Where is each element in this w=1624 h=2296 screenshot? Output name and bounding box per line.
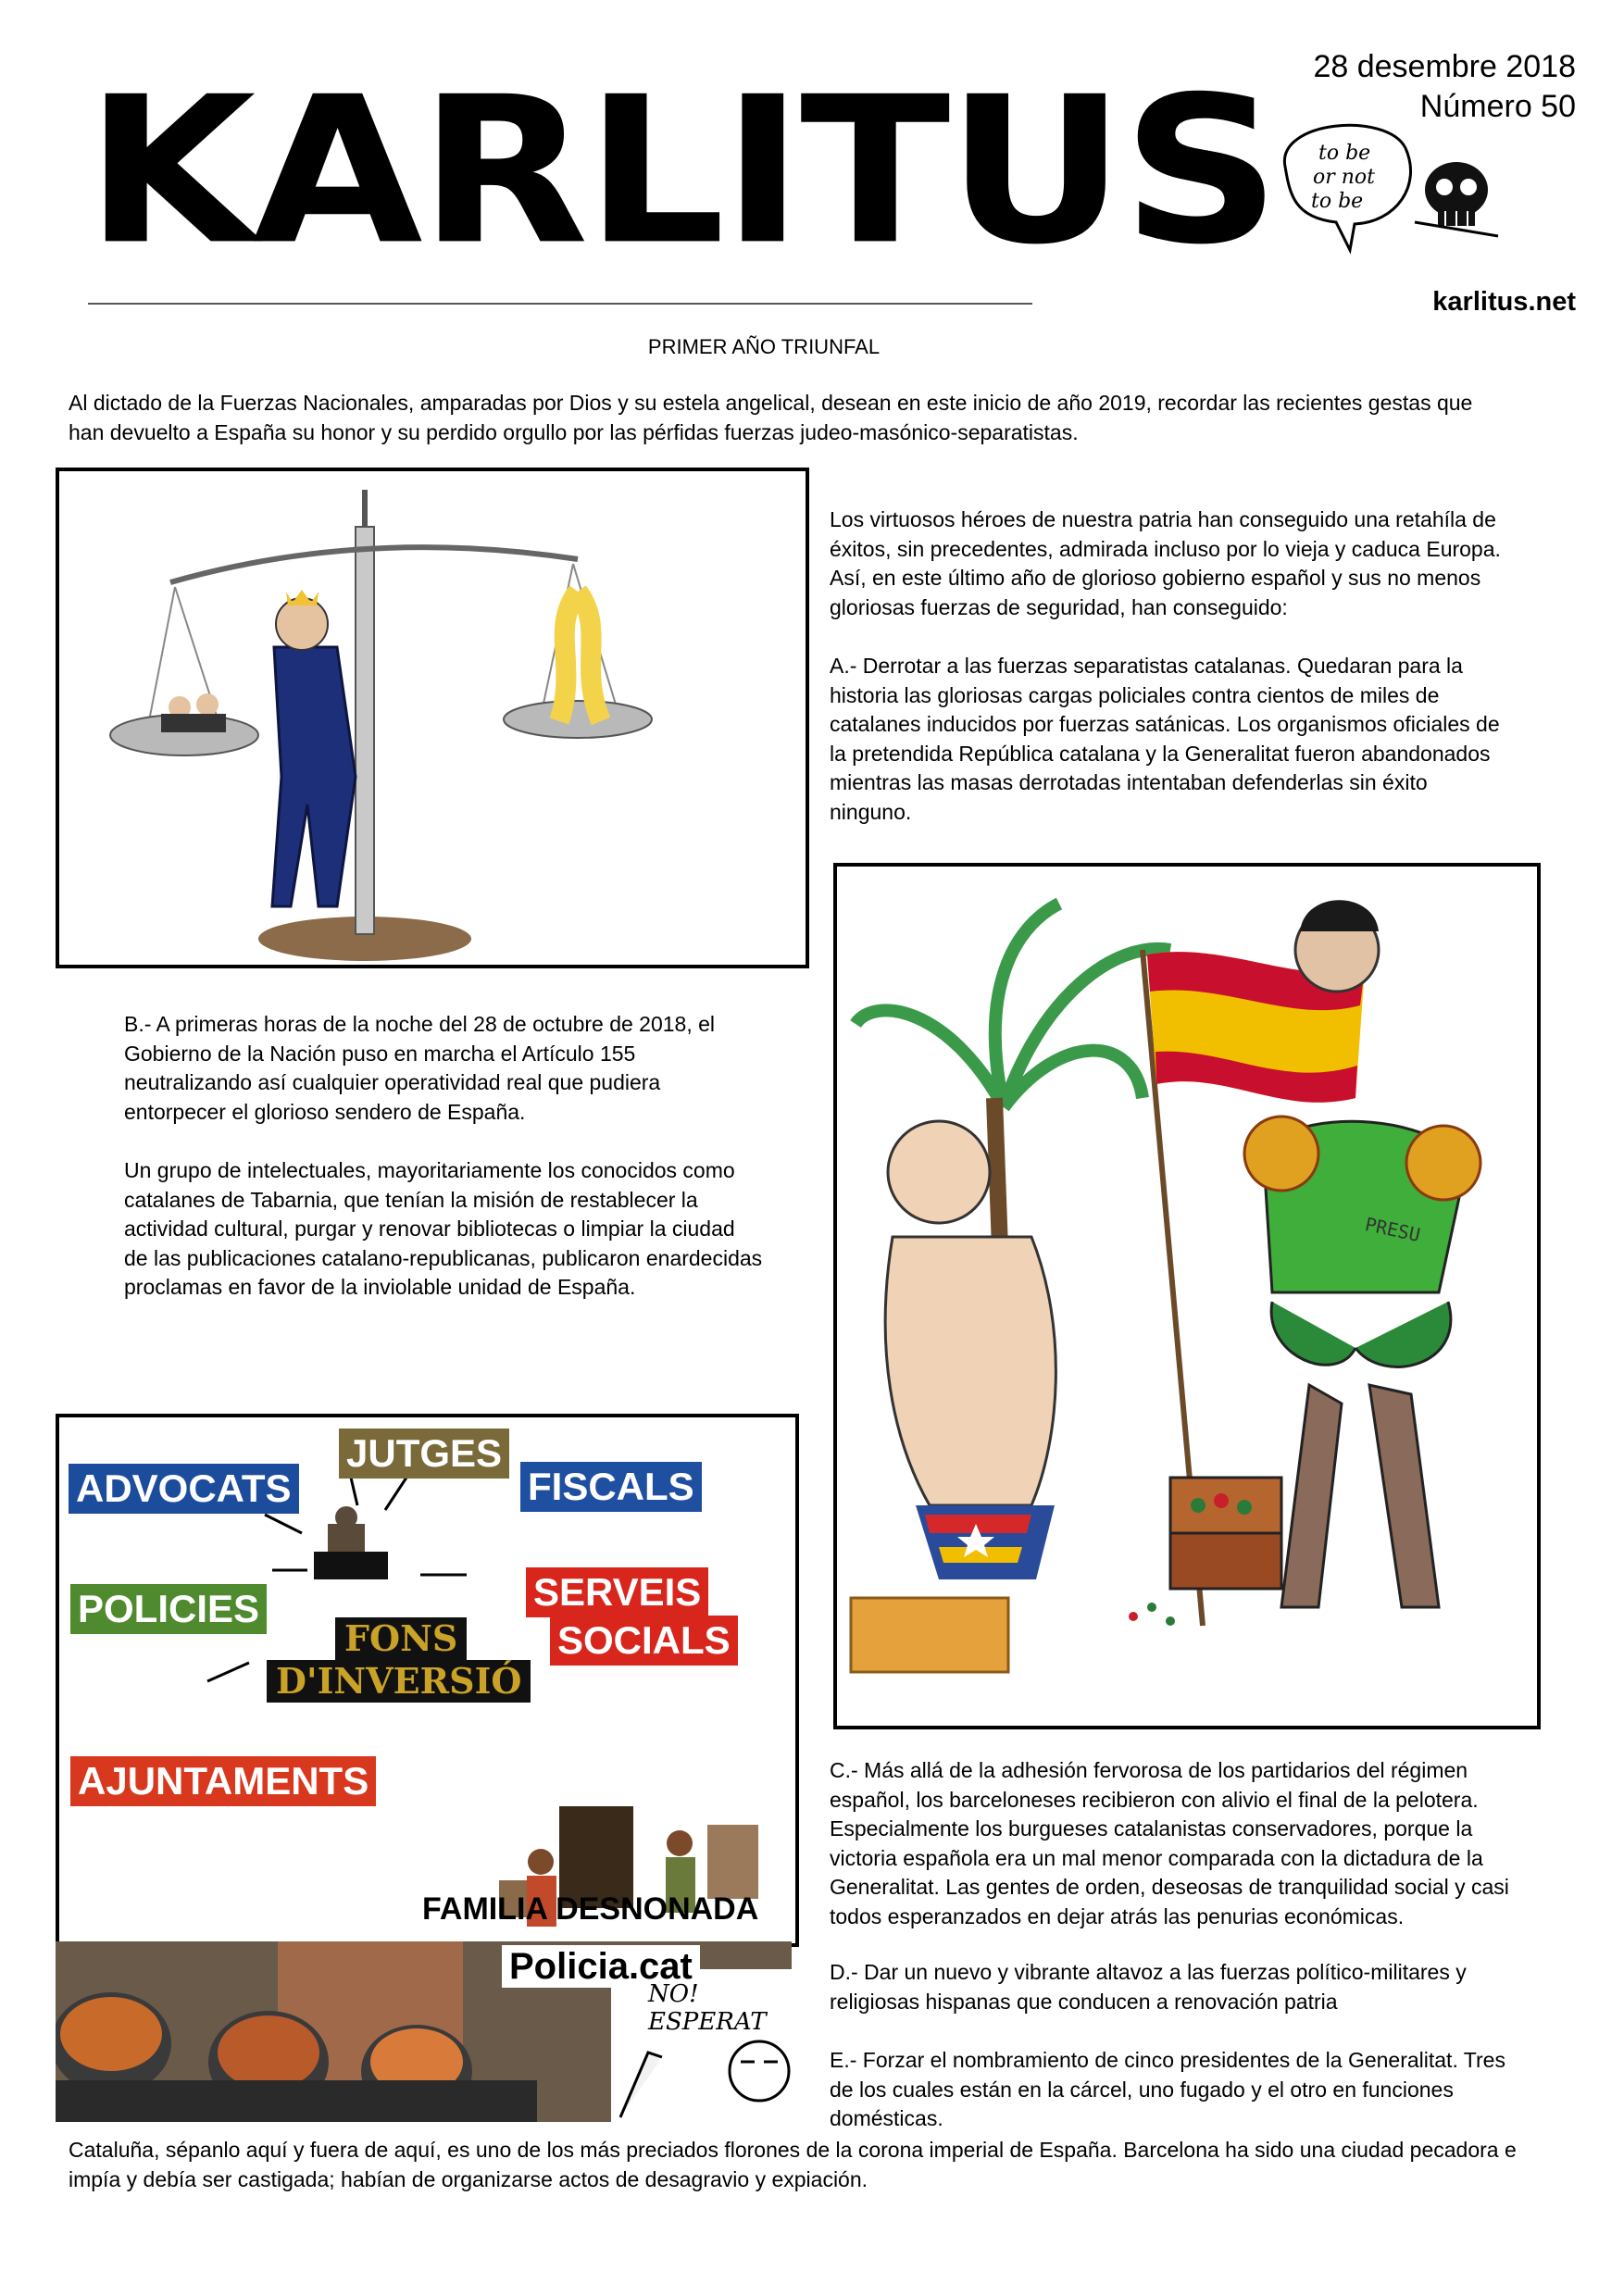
collage-fons-inversio (56, 1414, 799, 1947)
ajuntaments-label: AJUNTAMENTS (70, 1756, 376, 1806)
speech-line-1: to be (1318, 142, 1371, 165)
point-b-paragraph: B.- A primeras horas de la noche del 28 de octubre de 2018, el Gobierno de la Nación puso en marcha el Artículo 155 neutralizando así cualquier operatividad real que pudiera entorpecer el glorioso sendero de España. (124, 1012, 716, 1124)
skull-speech-logo (1267, 111, 1586, 273)
cartoon-flag-treasure (833, 863, 1541, 1729)
socials-label: SOCIALS (550, 1616, 738, 1666)
issue-date: 28 desembre 2018 (1313, 49, 1576, 84)
speech-esperat: ESPERAT (648, 2008, 767, 2036)
intro-paragraph: Al dictado de la Fuerzas Nacionales, amparadas por Dios y su estela angelical, desean en este inicio de año 2019, recordar las recientes gestas que han devuelto a España su honor y su perdido orgullo por las pérfidas fuerzas judeo-masónico-separatistas. (69, 391, 1473, 444)
fons-label: FONS (335, 1617, 467, 1660)
header-rule (88, 303, 1032, 305)
advocats-label: ADVOCATS (69, 1464, 299, 1514)
point-e-paragraph: E.- Forzar el nombramiento de cinco presidentes de la Generalitat. Tres de los cuales están en la cárcel, uno fugado y el otro en funciones domésticas. (830, 2048, 1505, 2130)
speech-no: NO! (648, 1980, 699, 2008)
serveis-label: SERVEIS (526, 1567, 708, 1617)
inversio-label: D'INVERSIÓ (267, 1660, 531, 1703)
policia-label: Policia.cat (502, 1945, 700, 1988)
speech-line-2: or not (1313, 166, 1376, 189)
masthead-title: KARLITUS (85, 53, 1278, 290)
policies-label: POLICIES (70, 1584, 267, 1634)
website-link[interactable]: karlitus.net (1432, 287, 1576, 317)
tabarnia-paragraph: Un grupo de intelectuales, mayoritariamente los conocidos como catalanes de Tabarnia, que tenían la misión de restablecer la actividad cultural, purgar y renovar bibliotecas o limpiar la ciudad de las publicaciones catalano-republicanas, publicaron enardecidas proclamas en favor de la inviolable unidad de España. (124, 1158, 763, 1299)
photo-police (56, 1941, 792, 2122)
footer-paragraph: Cataluña, sépanlo aquí y fuera de aquí, es uno de los más preciados florones de la corona imperial de España. Barcelona ha sido una ciudad pecadora e impía y debía ser castigada; habían de organizarse actos de desagravio y expiación. (69, 2138, 1517, 2191)
skull-icon (1415, 162, 1498, 236)
point-a-paragraph: A.- Derrotar a las fuerzas separatistas catalanas. Quedaran para la historia las gloriosas cargas policiales contra cientos de miles de catalanes inducidos por fuerzas satánicas. Los organismos oficiales de la pretendida República catalana y la Generalitat fueron abandonados mientras las masas derrotadas intentaban defenderlas sin éxito ninguno. (830, 654, 1500, 824)
cartoon-justice-scales (56, 468, 809, 968)
subtitle: PRIMER AÑO TRIUNFAL (647, 335, 881, 358)
lead-paragraph: Los virtuosos héroes de nuestra patria han conseguido una retahíla de éxitos, sin precedentes, admirada incluso por lo vieja y caduca Europa. Así, en este último año de glorioso gobierno español y sus no menos gloriosas fuerzas de seguridad, han conseguido: (830, 507, 1501, 619)
jutges-label: JUTGES (339, 1429, 509, 1479)
familia-label: FAMILIA DESNONADA (422, 1891, 759, 1927)
point-c-paragraph: C.- Más allá de la adhesión fervorosa de los partidarios del régimen español, los barceloneses recibieron con alivio el final de la pelotera. Especialmente los burgueses catalanistas conservadores, porque la victoria española era un mal menor comparada con la dictadura de la Generalitat. Las gentes de orden, deseosas de tranquilidad social y casi todos esperanzados en dejar atrás las penurias económicas. (830, 1758, 1509, 1928)
fiscals-label: FISCALS (520, 1462, 702, 1512)
point-d-paragraph: D.- Dar un nuevo y vibrante altavoz a las fuerzas político-militares y religiosas hispanas que conducen a renovación patria (830, 1960, 1467, 2014)
speech-line-3: to be (1311, 190, 1364, 213)
issue-number: Número 50 (1419, 89, 1576, 124)
paper-label: PRESU (1363, 1213, 1423, 1246)
